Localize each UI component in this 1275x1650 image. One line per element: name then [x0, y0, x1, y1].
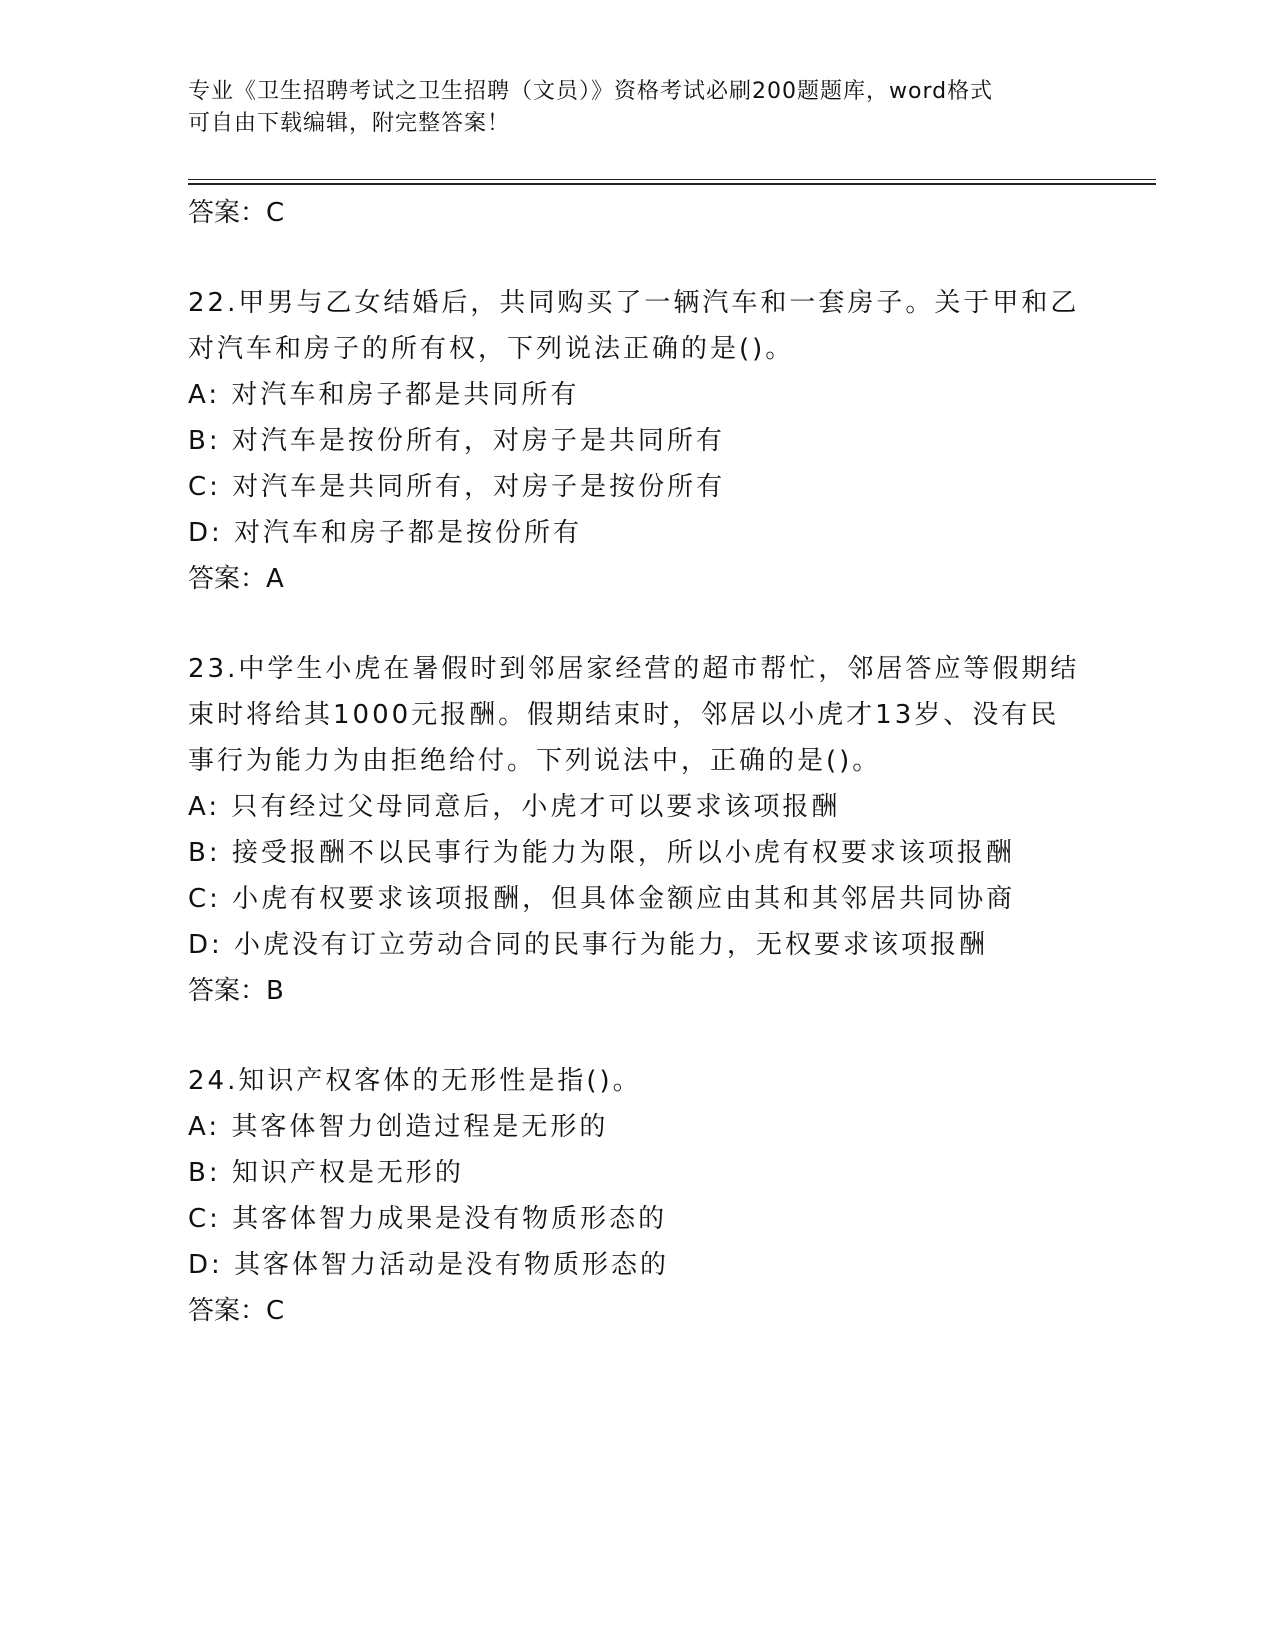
question-stem: 23.中学生小虎在暑假时到邻居家经营的超市帮忙，邻居答应等假期结束时将给其1000元报酬。假期结束时，邻居以小虎才13岁、没有民事行为能力为由拒绝给付。下列说法中，正确的是()。	[188, 654, 1080, 776]
question-block	[188, 280, 1088, 602]
header-divider-thick	[188, 183, 1156, 185]
option-b: B: 对汽车是按份所有，对房子是共同所有	[188, 426, 725, 456]
option-d: D: 其客体智力活动是没有物质形态的	[188, 1250, 670, 1280]
option-b: B: 接受报酬不以民事行为能力为限，所以小虎有权要求该项报酬	[188, 838, 1015, 868]
option-c: C: 对汽车是共同所有，对房子是按份所有	[188, 472, 726, 502]
question-stem: 22.甲男与乙女结婚后，共同购买了一辆汽车和一套房子。关于甲和乙对汽车和房子的所有权，下列说法正确的是()。	[188, 288, 1080, 364]
question-block	[188, 1058, 1088, 1334]
answer-line: 答案：C	[188, 198, 285, 228]
header-line-1: 专业《卫生招聘考试之卫生招聘（文员）》资格考试必刷200题题库，word格式	[188, 79, 994, 104]
document-body	[188, 190, 1088, 1334]
option-c: C: 其客体智力成果是没有物质形态的	[188, 1204, 668, 1234]
option-c: C: 小虎有权要求该项报酬，但具体金额应由其和其邻居共同协商	[188, 884, 1016, 914]
header-line-2: 可自由下载编辑，附完整答案！	[188, 111, 511, 136]
question-stem: 24.知识产权客体的无形性是指()。	[188, 1066, 642, 1096]
answer-line: 答案：A	[188, 564, 284, 594]
option-a: A: 其客体智力创造过程是无形的	[188, 1112, 609, 1142]
header-divider-thin	[188, 179, 1156, 180]
option-d: D: 小虎没有订立劳动合同的民事行为能力，无权要求该项报酬	[188, 930, 989, 960]
option-b: B: 知识产权是无形的	[188, 1158, 464, 1188]
answer-line: 答案：B	[188, 976, 284, 1006]
option-d: D: 对汽车和房子都是按份所有	[188, 518, 583, 548]
option-a: A: 对汽车和房子都是共同所有	[188, 380, 580, 410]
document-header	[188, 76, 1088, 140]
answer-line: 答案：C	[188, 1296, 285, 1326]
question-block	[188, 646, 1088, 1014]
option-a: A: 只有经过父母同意后，小虎才可以要求该项报酬	[188, 792, 841, 822]
